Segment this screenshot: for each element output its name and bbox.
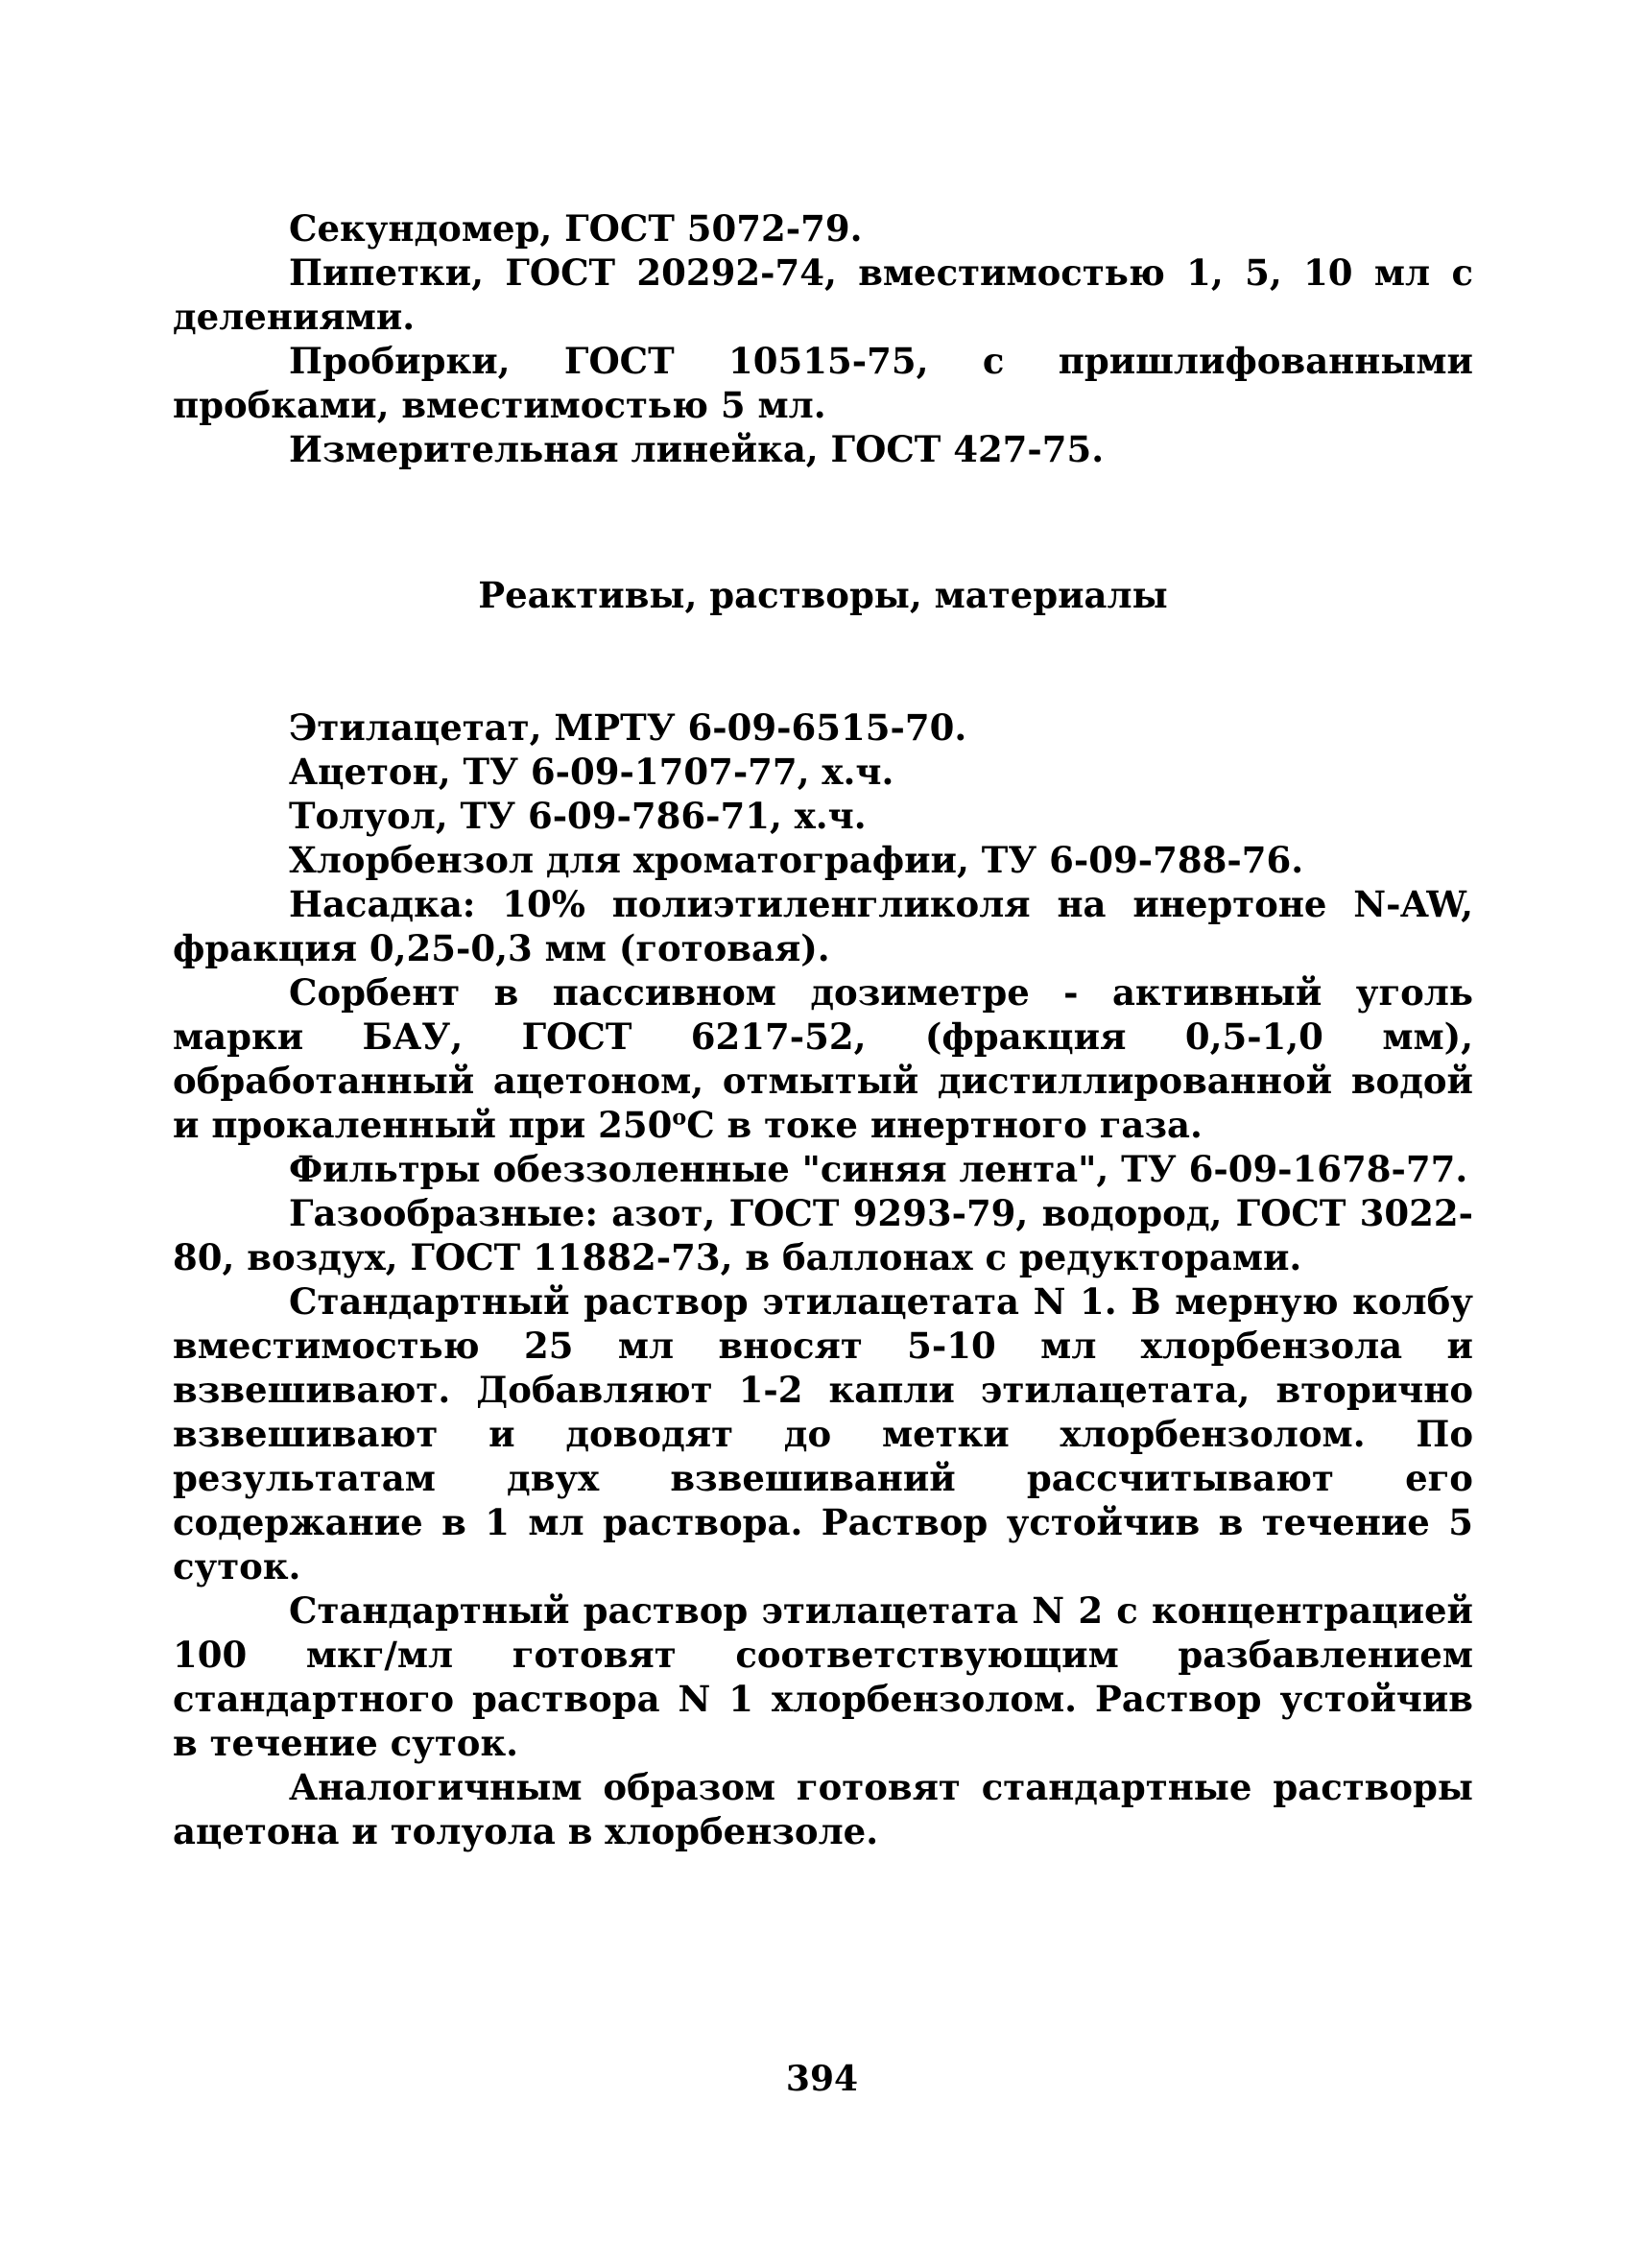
standard-solutions-other: Аналогичным образом готовят стандартные растворы ацетона и толуола в хлорбензоле. [173, 1766, 1473, 1852]
reagent-packing: Насадка: 10% полиэтиленгликоля на инертоне N-AW, фракция 0,25-0,3 мм (готовая). [173, 883, 1473, 969]
sorbent-text: Сорбент в пассивном дозиметре - активный уголь марки БАУ, ГОСТ 6217-52, (фракция 0,5-1,0 мм), обработанный ацетоном, отмытый дистиллированной водой и прокаленный при 250 [173, 971, 1473, 1146]
sorbent-text-end: С в токе инертного газа. [686, 1104, 1203, 1146]
reagent-sorbent [173, 970, 1473, 1147]
page-number: 394 [785, 2059, 859, 2099]
equipment-item-ruler: Измерительная линейка, ГОСТ 427-75. [289, 428, 1105, 470]
reagents-list [173, 705, 1473, 1853]
equipment-item-pipettes: Пипетки, ГОСТ 20292-74, вместимостью 1, 5, 10 мл с делениями. [173, 251, 1473, 338]
reagent-chlorobenzene: Хлорбензол для хроматографии, ТУ 6-09-788-76. [289, 839, 1304, 881]
degree-sign: о [672, 1105, 687, 1131]
reagent-acetone: Ацетон, ТУ 6-09-1707-77, х.ч. [289, 751, 894, 793]
equipment-list [173, 206, 1473, 471]
standard-solution-2: Стандартный раствор этилацетата N 2 с концентрацией 100 мкг/мл готовят соответствующим разбавлением стандартного раствора N 1 хлорбензолом. Раствор устойчив в течение суток. [173, 1589, 1473, 1764]
standard-solution-1: Стандартный раствор этилацетата N 1. В мерную колбу вместимостью 25 мл вносят 5-10 мл хлорбензола и взвешивают. Добавляют 1-2 капли этилацетата, вторично взвешивают и доводят до метки хлорбензолом. По результатам двух взвешиваний рассчитывают его содержание в 1 мл раствора. Раствор устойчив в течение 5 суток. [173, 1280, 1473, 1588]
reagent-filters: Фильтры обеззоленные "синяя лента", ТУ 6-09-1678-77. [289, 1148, 1468, 1190]
reagent-gases: Газообразные: азот, ГОСТ 9293-79, водород, ГОСТ 3022-80, воздух, ГОСТ 11882-73, в баллонах с редукторами. [173, 1192, 1473, 1278]
section-heading: Реактивы, растворы, материалы [478, 574, 1168, 616]
reagent-toluene: Толуол, ТУ 6-09-786-71, х.ч. [289, 795, 867, 837]
reagent-ethyl-acetate: Этилацетат, МРТУ 6-09-6515-70. [289, 706, 967, 749]
equipment-item-stopwatch: Секундомер, ГОСТ 5072-79. [289, 207, 863, 250]
equipment-item-test-tubes: Пробирки, ГОСТ 10515-75, с пришлифованными пробками, вместимостью 5 мл. [173, 340, 1473, 426]
